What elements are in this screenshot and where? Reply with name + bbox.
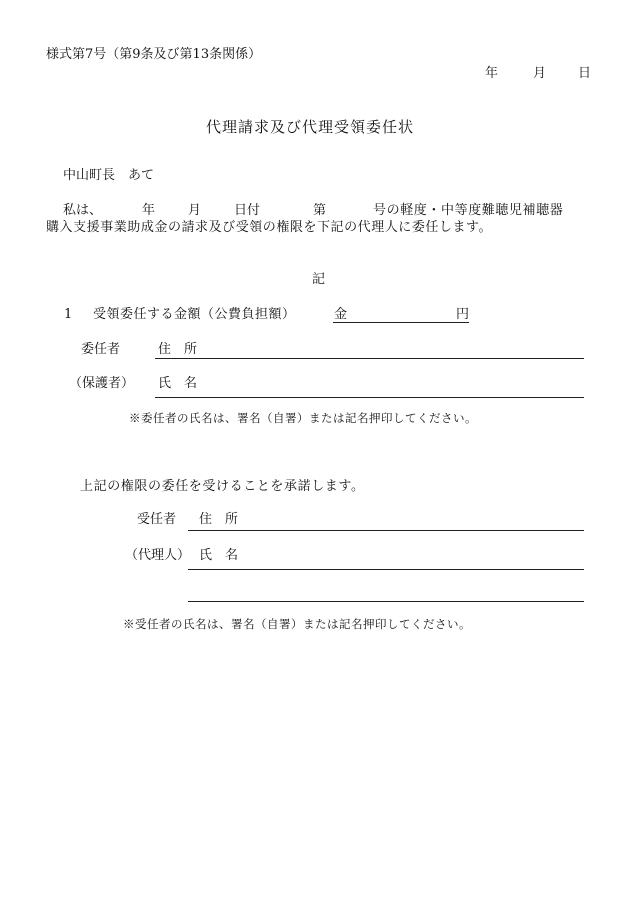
delegate-address-label: 住 所 [199,512,239,527]
item1-label: 受領委任する金額（公費負担額） [93,307,296,322]
addressee: 中山町長 あて [63,168,155,183]
delegate-name-line [188,569,584,570]
delegator-name-label: 氏 名 [158,376,198,391]
delegate-note: ※受任者の氏名は、署名（自署）または記名押印してください。 [123,617,471,631]
delegator-address-line [155,358,584,359]
delegate-name-label: 氏 名 [199,548,239,563]
form-number: 様式第7号（第9条及び第13条関係） [46,47,262,62]
intro-dai: 第 [313,203,327,218]
ki-heading: 記 [312,272,326,287]
intro-watashi: 私は、 [63,203,103,218]
acceptance-statement: 上記の権限の委任を受けることを承諾します。 [80,479,365,494]
intro-month: 月 [188,203,202,218]
delegate-role-paren: （代理人） [125,548,191,563]
item1-en: 円 [456,307,470,322]
amount-underline [333,322,469,323]
intro-go-suffix: 号の軽度・中等度難聴児補聴器 [373,203,564,218]
delegator-note: ※委任者の氏名は、署名（自署）または記名押印してください。 [129,411,477,425]
delegator-name-line [155,397,584,398]
date-year-label: 年 [485,66,499,81]
delegate-extra-line [188,601,584,602]
delegate-role: 受任者 [137,512,177,527]
intro-day-dated: 日付 [234,203,261,218]
intro-line-2: 購入支援事業助成金の請求及び受領の権限を下記の代理人に委任します。 [46,220,493,235]
delegator-role-paren: （保護者） [69,376,135,391]
item1-kin: 金 [334,307,348,322]
delegator-address-label: 住 所 [158,342,198,357]
item1-number: 1 [64,307,73,322]
delegator-role: 委任者 [81,342,121,357]
date-month-label: 月 [533,66,547,81]
document-title: 代理請求及び代理受領委任状 [206,118,415,136]
delegate-address-line [188,530,584,531]
intro-year: 年 [142,203,156,218]
date-day-label: 日 [578,66,592,81]
